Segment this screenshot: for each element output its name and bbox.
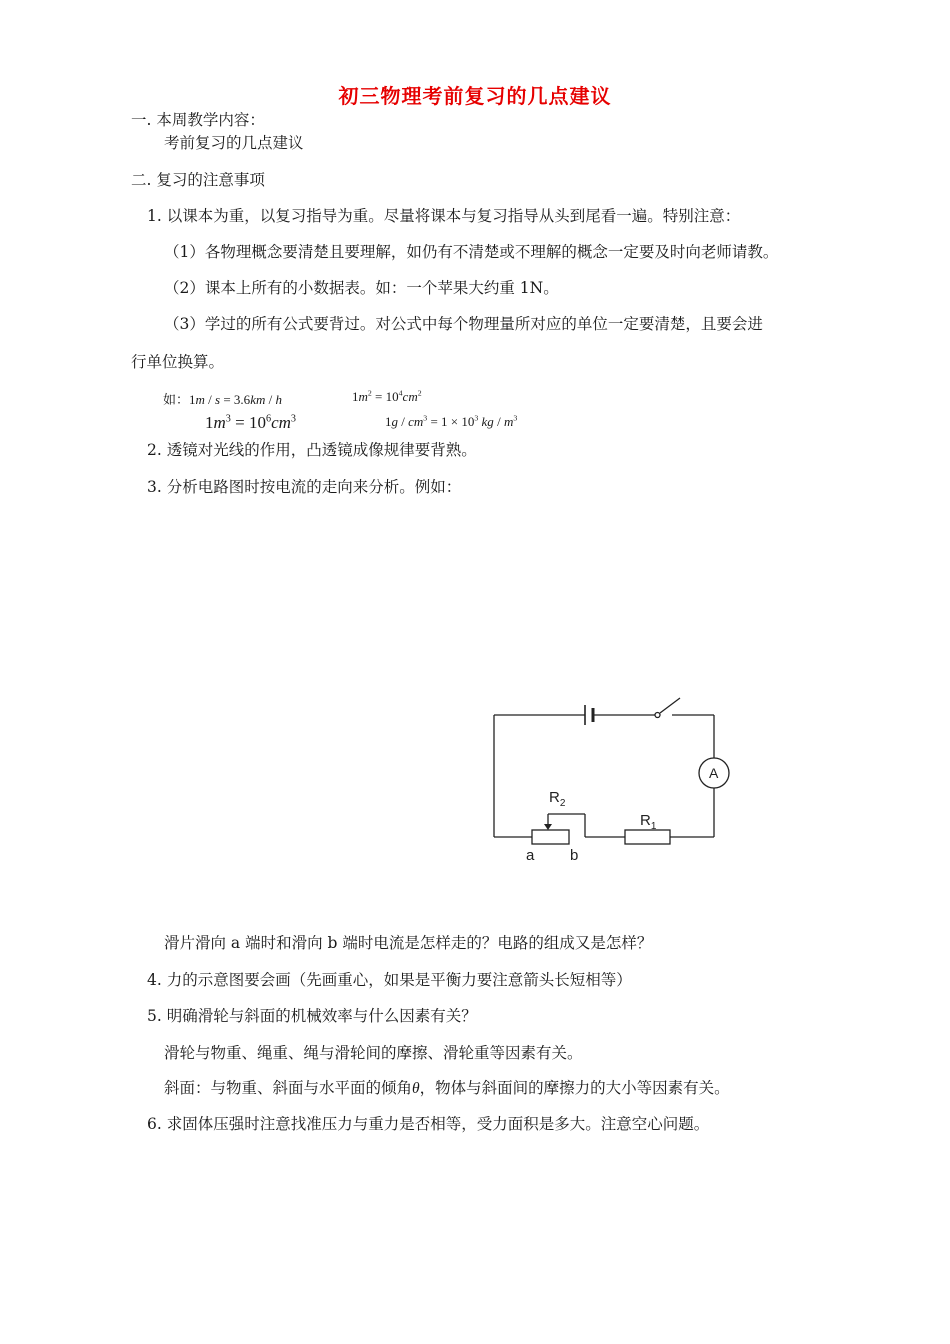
- r2-label: $R_2$: [549, 789, 566, 809]
- resistor-r1: [625, 830, 670, 844]
- r1-label: $R_1$: [640, 812, 657, 832]
- item-6: 6. 求固体压强时注意找准压力与重力是否相等，受力面积是多大。注意空心问题。: [147, 1115, 710, 1133]
- section1-content: 考前复习的几点建议: [164, 134, 304, 152]
- rheostat-r2: [532, 830, 569, 844]
- terminal-b-label: b: [570, 847, 579, 864]
- slider-arrow-icon: [544, 824, 552, 830]
- item-2: 2. 透镜对光线的作用，凸透镜成像规律要背熟。: [147, 441, 477, 459]
- subitem-1: （1）各物理概念要清楚且要理解，如仍有不清楚或不理解的概念一定要及时向老师请教。: [164, 243, 779, 261]
- item-4: 4. 力的示意图要会画（先画重心，如果是平衡力要注意箭头长短相等）: [147, 971, 632, 989]
- switch-pivot: [655, 713, 660, 718]
- section2-heading: 二. 复习的注意事项: [131, 171, 265, 189]
- circuit-diagram: [480, 688, 750, 878]
- item-5: 5. 明确滑轮与斜面的机械效率与什么因素有关？: [147, 1007, 477, 1025]
- formula-area: $1m^2 = 10^4cm^2$: [352, 388, 422, 404]
- formula-volume: $1m^3 = 10^6cm^3$: [205, 413, 296, 432]
- circuit-question: 滑片滑向 a 端时和滑向 b 端时电流是怎样走的？电路的组成又是怎样？: [164, 934, 653, 952]
- formula-speed: 如：1m / s = 3.6km / h: [163, 392, 282, 408]
- subitem-2: （2）课本上所有的小数据表。如：一个苹果大约重 1N。: [164, 279, 559, 297]
- formula-density: $1g / cm^3 = 1 \times 10^3$ kg / $m^3$: [385, 413, 518, 429]
- terminal-a-label: a: [526, 847, 535, 864]
- item-5-incline: 斜面：与物重、斜面与水平面的倾角θ，物体与斜面间的摩擦力的大小等因素有关。: [164, 1079, 730, 1097]
- switch-lever: [660, 698, 680, 713]
- ammeter-label: A: [709, 765, 719, 781]
- item-5-pulley: 滑轮与物重、绳重、绳与滑轮间的摩擦、滑轮重等因素有关。: [164, 1044, 583, 1062]
- section1-heading: 一. 本周教学内容：: [131, 111, 265, 129]
- subitem-3: （3）学过的所有公式要背过。对公式中每个物理量所对应的单位一定要清楚，且要会进: [164, 315, 763, 333]
- item-1: 1. 以课本为重，以复习指导为重。尽量将课本与复习指导从头到尾看一遍。特别注意：: [147, 207, 741, 225]
- item-3: 3. 分析电路图时按电流的走向来分析。例如：: [147, 478, 462, 496]
- subitem-3-continued: 行单位换算。: [131, 353, 225, 371]
- document-title: 初三物理考前复习的几点建议: [338, 84, 612, 108]
